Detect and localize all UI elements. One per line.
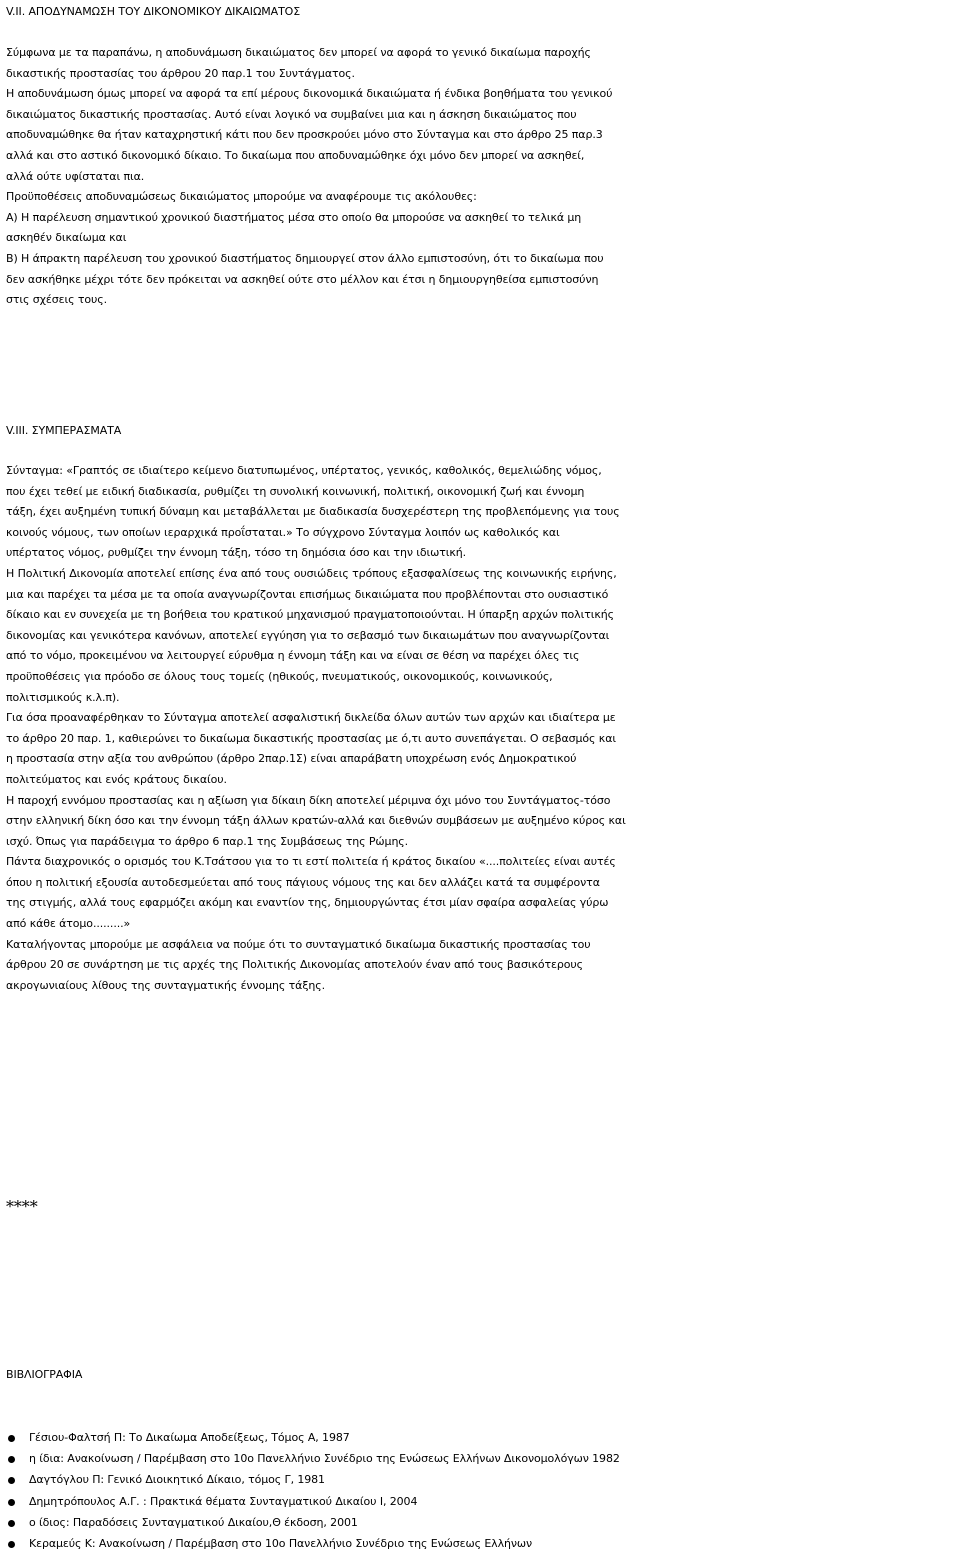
section-title-vii: V.II. ΑΠΟΔΥΝΑΜΩΣΗ ΤΟΥ ΔΙΚΟΝΟΜΙΚΟΥ ΔΙΚΑΙΩΜΑΤΟΣ — [6, 5, 301, 18]
paragraph-line: προϋποθέσεις για πρόοδο σε όλους τους τομείς (ηθικούς, πνευματικούς, οικονομικούς, κοινωνικούς, — [6, 669, 553, 683]
bibliography-item — [6, 1449, 960, 1470]
paragraph-line: πολιτεύματος και ενός κράτους δικαίου. — [6, 772, 227, 786]
paragraph-line: Για όσα προαναφέρθηκαν το Σύνταγμα αποτελεί ασφαλιστική δικλείδα όλων αυτών των αρχών και ιδιαίτερα με — [6, 711, 616, 725]
paragraph-line: δίκαιο και εν συνεχεία με τη βοήθεια του κρατικού μηχανισμού πραγματοποιούνται. Η ύπαρξη αρχών πολιτικής — [6, 608, 614, 622]
paragraph-line: αποδυναμώθηκε θα ήταν καταχρηστική κάτι που δεν προσκρούει μόνο στο Σύνταγμα και στο άρθρο 25 παρ.3 — [6, 128, 603, 142]
bullet-icon — [8, 1435, 15, 1442]
section-separator: **** — [6, 1197, 38, 1216]
bibliography-item — [6, 1492, 960, 1513]
paragraph-line: Πάντα διαχρονικός ο ορισμός του Κ.Τσάτσου για το τι εστί πολιτεία ή κράτος δικαίου «....πολιτείες είναι αυτές — [6, 855, 616, 869]
paragraph-line: Α) Η παρέλευση σημαντικού χρονικού διαστήματος μέσα στο οποίο θα μπορούσε να ασκηθεί το τελικά μη — [6, 210, 582, 224]
section-viii-body — [6, 461, 956, 996]
bibliography-item-text: Κεραμεύς Κ: Ανακοίνωση / Παρέμβαση στο 10ο Πανελλήνιο Συνέδριο της Ενώσεως Ελλήνων — [29, 1536, 533, 1550]
paragraph-line: δικαστικής προστασίας του άρθρου 20 παρ.1 του Συντάγματος. — [6, 66, 355, 80]
bibliography-list — [6, 1428, 960, 1555]
paragraph-line: αλλά ούτε υφίσταται πια. — [6, 169, 145, 183]
paragraph-line: Καταλήγοντας μπορούμε με ασφάλεια να πούμε ότι το συνταγματικό δικαίωμα δικαστικής προστασίας του — [6, 937, 591, 951]
paragraph-line: Η παροχή εννόμου προστασίας και η αξίωση για δίκαιη δίκη αποτελεί μέριμνα όχι μόνο του Συντάγματος-τόσο — [6, 793, 611, 807]
section-vii-body — [6, 43, 956, 311]
bullet-icon — [8, 1456, 15, 1463]
paragraph-line: όπου η πολιτική εξουσία αυτοδεσμεύεται από τους πάγιους νόμους της και δεν αλλάζει κατά τα συμφέροντα — [6, 875, 600, 889]
paragraph-line: τάξη, έχει αυξημένη τυπική δύναμη και μεταβάλλεται με διαδικασία δυσχερέστερη της προβλεπόμενης για τους — [6, 505, 620, 519]
bullet-icon — [8, 1541, 15, 1548]
paragraph-line: από το νόμο, προκειμένου να λειτουργεί εύρυθμα η έννομη τάξη και να είναι σε θέση να παρέχει όλες τις — [6, 649, 580, 663]
paragraph-line: Η αποδυνάμωση όμως μπορεί να αφορά τα επί μέρους δικονομικά δικαιώματα ή ένδικα βοηθήματα του γενικού — [6, 87, 613, 101]
paragraph-line: ισχύ. Όπως για παράδειγμα το άρθρο 6 παρ.1 της Συμβάσεως της Ρώμης. — [6, 834, 409, 848]
paragraph-line: που έχει τεθεί με ειδική διαδικασία, ρυθμίζει τη συνολική κοινωνική, πολιτική, οικονομική ζωή και έννομη — [6, 484, 585, 498]
paragraph-line: μια και παρέχει τα μέσα με τα οποία αναγνωρίζονται επισήμως δικαιώματα που προβλέπονται στο ουσιαστικό — [6, 587, 609, 601]
paragraph-line: δεν ασκήθηκε μέχρι τότε δεν πρόκειται να ασκηθεί ούτε στο μέλλον και έτσι η δημιουργηθείσα εμπιστοσύνη — [6, 272, 599, 286]
bullet-icon — [8, 1520, 15, 1527]
bibliography-item — [6, 1470, 960, 1491]
bullet-icon — [8, 1477, 15, 1484]
paragraph-line: υπέρτατος νόμος, ρυθμίζει την έννομη τάξη, τόσο τη δημόσια όσο και την ιδιωτική. — [6, 546, 467, 560]
paragraph-line: Β) Η άπρακτη παρέλευση του χρονικού διαστήματος δημιουργεί στον άλλο εμπιστοσύνη, ότι το δικαίωμα που — [6, 251, 604, 265]
bullet-icon — [8, 1499, 15, 1506]
bibliography-item — [6, 1513, 960, 1534]
paragraph-line: δικαιώματος δικαστικής προστασίας. Αυτό είναι λογικό να συμβαίνει μια και η άσκηση δικαιώματος που — [6, 107, 577, 121]
paragraph-line: Η Πολιτική Δικονομία αποτελεί επίσης ένα από τους ουσιώδεις τρόπους εξασφαλίσεως της κοινωνικής ειρήνης, — [6, 566, 617, 580]
paragraph-line: ασκηθέν δικαίωμα και — [6, 231, 127, 245]
bibliography-item-text: Δαγτόγλου Π: Γενικό Διοικητικό Δίκαιο, τόμος Γ, 1981 — [29, 1473, 325, 1487]
paragraph-line: Σύνταγμα: «Γραπτός σε ιδιαίτερο κείμενο διατυπωμένος, υπέρτατος, γενικός, καθολικός, θεμελιώδης νόμος, — [6, 464, 602, 477]
paragraph-line: Σύμφωνα με τα παραπάνω, η αποδυνάμωση δικαιώματος δεν μπορεί να αφορά το γενικό δικαίωμα παροχής — [6, 46, 591, 59]
paragraph-line: από κάθε άτομο.........» — [6, 917, 131, 931]
bibliography-item-text: Δημητρόπουλος Α.Γ. : Πρακτικά θέματα Συνταγματικού Δικαίου Ι, 2004 — [29, 1494, 418, 1508]
paragraph-line: αλλά και στο αστικό δικονομικό δίκαιο. Το δικαίωμα που αποδυναμώθηκε όχι μόνο δεν μπορεί να ασκηθεί, — [6, 148, 585, 162]
paragraph-line: κοινούς νόμους, των οποίων ιεραρχικά προΐσταται.» Το σύγχρονο Σύνταγμα λοιπόν ως καθολικός και — [6, 525, 560, 539]
paragraph-line: στην ελληνική δίκη όσο και την έννομη τάξη άλλων κρατών-αλλά και διεθνών συμβάσεων με αυξημένο κύρος και — [6, 814, 626, 828]
section-title-viii: V.III. ΣΥΜΠΕΡΑΣΜΑΤΑ — [6, 424, 122, 437]
bibliography-item-text: η ίδια: Ανακοίνωση / Παρέμβαση στο 10ο Πανελλήνιο Συνέδριο της Ενώσεως Ελλήνων Δικονομολόγων 1982 — [29, 1452, 620, 1466]
paragraph-line: δικονομίας και γενικότερα κανόνων, αποτελεί εγγύηση για το σεβασμό των δικαιωμάτων που αναγνωρίζονται — [6, 628, 610, 642]
bibliography-item — [6, 1428, 960, 1449]
bibliography-item-text: Γέσιου-Φαλτσή Π: Το Δικαίωμα Αποδείξεως, Τόμος Α, 1987 — [29, 1431, 350, 1444]
bibliography-title: ΒΙΒΛΙΟΓΡΑΦΙΑ — [6, 1368, 83, 1381]
bibliography-item-text: ο ίδιος: Παραδόσεις Συνταγματικού Δικαίου,Θ έκδοση, 2001 — [29, 1515, 358, 1529]
paragraph-line: η προστασία στην αξία του ανθρώπου (άρθρο 2παρ.1Σ) είναι απαράβατη υποχρέωση ενός Δημοκρατικού — [6, 752, 577, 766]
paragraph-line: Προϋποθέσεις αποδυναμώσεως δικαιώματος μπορούμε να αναφέρουμε τις ακόλουθες: — [6, 190, 477, 204]
paragraph-line: της στιγμής, αλλά τους εφαρμόζει ακόμη και εναντίον της, δημιουργώντας έτσι μίαν σφαίρα ασφαλείας γύρω — [6, 896, 609, 910]
paragraph-line: το άρθρο 20 παρ. 1, καθιερώνει το δικαίωμα δικαστικής προστασίας με ό,τι αυτο συνεπάγεται. Ο σεβασμός και — [6, 731, 616, 745]
paragraph-line: άρθρου 20 σε συνάρτηση με τις αρχές της Πολιτικής Δικονομίας αποτελούν έναν από τους βασικότερους — [6, 958, 583, 972]
paragraph-line: στις σχέσεις τους. — [6, 293, 108, 307]
bibliography-item — [6, 1534, 960, 1555]
paragraph-line: πολιτισμικούς κ.λ.π). — [6, 690, 120, 704]
paragraph-line: ακρογωνιαίους λίθους της συνταγματικής έννομης τάξης. — [6, 978, 325, 992]
